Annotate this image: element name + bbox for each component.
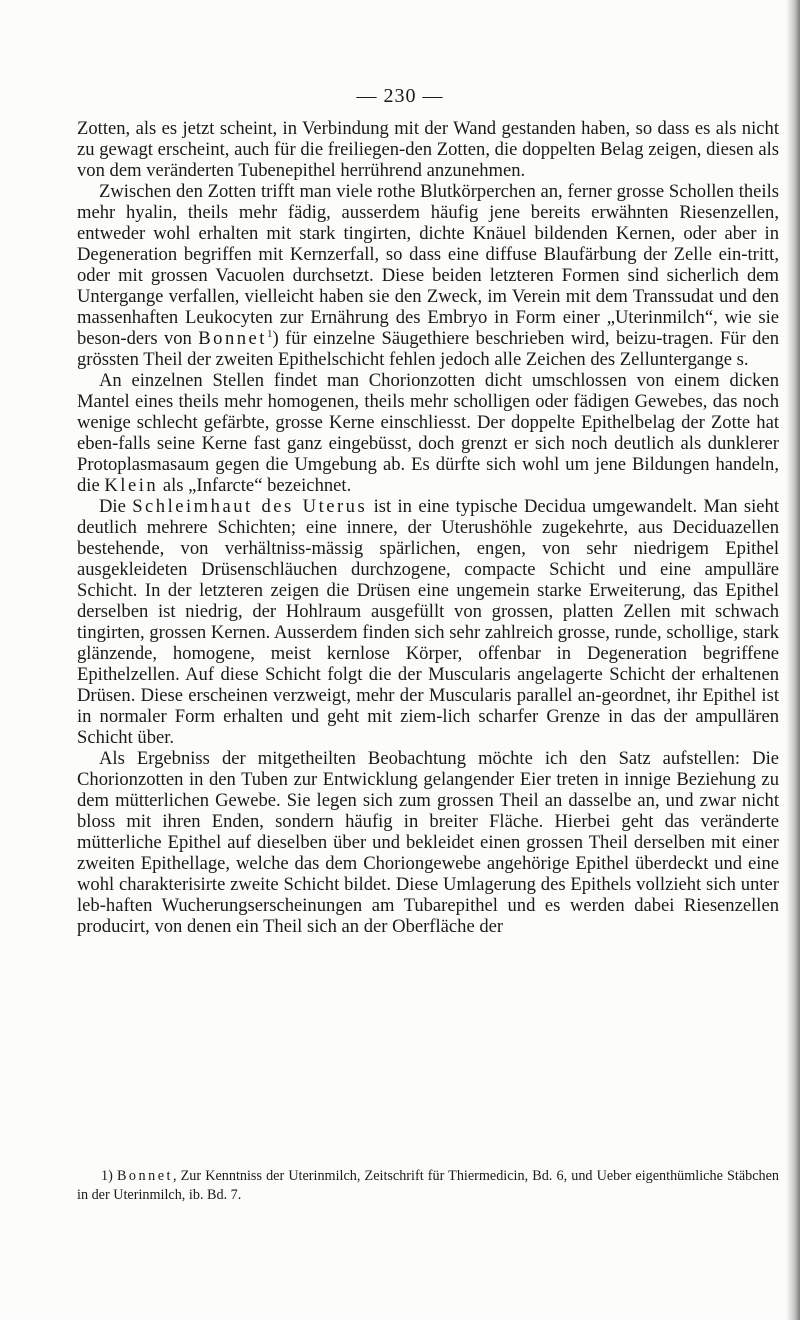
paragraph (77, 496, 779, 748)
footnote-marker: 1) (101, 1168, 113, 1184)
footnote-author: Bonnet (116, 1168, 173, 1184)
paragraph-text: Zotten, als es jetzt scheint, in Verbindung mit der Wand gestanden haben, so dass es als nicht zu gewagt erscheint, auch für die freiliegen-den Zotten, die doppelten Belag zeigen, diesen als von dem veränderten Tubenepithel herrührend anzunehmen. (77, 118, 779, 181)
body-text (77, 118, 779, 937)
paragraph-text: ist in eine typische Decidua umgewandelt. Man sieht deutlich mehrere Schichten; eine innere, der Uterushöhle zugekehrte, aus Deciduazellen bestehende, von verhältniss-mässig spärlichen, engen, von sehr niedrigem Epithel ausgekleideten Drüsenschläuchen durchzogene, compacte Schicht und eine ampulläre Schicht. In der letzteren zeigen die Drüsen eine ungemein starke Erweiterung, das Epithel derselben ist niedrig, der Hohlraum ausgefüllt von grossen, platten Zellen mit schwach tingirten, grossen Kernen. Ausserdem finden sich sehr zahlreich grosse, runde, schollige, stark glänzende, homogene, meist kernlose Körper, offenbar in Degeneration begriffene Epithelzellen. Auf diese Schicht folgt die der Muscularis angelagerte Schicht der erhaltenen Drüsen. Diese erscheinen verzweigt, mehr der Muscularis parallel an-geordnet, ihr Epithel ist in normaler Form erhalten und geht mit ziem-lich scharfer Grenze in das der ampullären Schicht über. (77, 496, 779, 748)
paragraph-text: Als Ergebniss der mitgetheilten Beobachtung möchte ich den Satz aufstellen: Die Chorionzotten in den Tuben zur Entwicklung gelangender Eier treten in innige Beziehung zu dem mütterlichen Gewebe. Sie legen sich zum grossen Theil an dasselbe an, und zwar nicht bloss mit ihren Enden, sondern häufig in breiter Fläche. Hierbei geht das veränderte mütterliche Epithel auf dieselben über und bekleidet einen grossen Theil derselben mit einer zweiten Epithellage, welche das dem Choriongewebe angehörige Epithel überdeckt und eine wohl charakterisirte zweite Schicht bildet. Diese Umlagerung des Epithels vollzieht sich unter leb-haften Wucherungserscheinungen am Tubarepithel und es werden dabei Riesenzellen producirt, von denen ein Theil sich an der Oberfläche der (77, 748, 779, 937)
footnote-text: , Zur Kenntniss der Uterinmilch, Zeitschrift für Thiermedicin, Bd. 6, und Ueber eigenthümliche Stäbchen in der Uterinmilch, ib. Bd. 7. (77, 1168, 779, 1203)
paragraph-text: An einzelnen Stellen findet man Chorionzotten dicht umschlossen von einem dicken Mantel eines theils mehr homogenen, theils mehr scholligen oder fädigen Gewebes, das noch wenige schlecht gefärbte, grosse Kerne einschliesst. Der doppelte Epithelbelag der Zotte hat eben-falls seine Kerne fast ganz eingebüsst, doch grenzt er sich noch deutlich als dunklerer Protoplasmasaum gegen die Umgebung ab. Es dürfte sich wohl um jene Bildungen handeln, die (77, 370, 779, 496)
author-name: Bonnet (198, 328, 267, 349)
paragraph-text: als „Infarcte“ bezeichnet. (158, 475, 352, 496)
author-name: Klein (104, 475, 159, 496)
paragraph (77, 370, 779, 496)
footnote (77, 1167, 779, 1205)
paragraph-text: Zwischen den Zotten trifft man viele rothe Blutkörperchen an, ferner grosse Schollen theils mehr hyalin, theils mehr fädig, ausserdem häufig jene bereits erwähnten Riesenzellen, entweder wohl erhalten mit stark tingirten, dichte Knäuel bildenden Kernen, oder aber in Degeneration begriffen mit Kernzerfall, so dass eine diffuse Blaufärbung der Zelle ein-tritt, oder mit grossen Vacuolen durchsetzt. Diese beiden letzteren Formen sind sicherlich dem Untergange verfallen, vielleicht haben sie den Zweck, im Verein mit dem Transsudat und den massenhaften Leukocyten zur Ernährung des Embryo in Form einer „Uterinmilch“, wie sie beson-ders von (77, 181, 779, 349)
paragraph (77, 118, 779, 181)
page-edge-shadow (786, 0, 800, 1320)
paragraph (77, 181, 779, 370)
paragraph (77, 748, 779, 937)
paragraph-text: ) für einzelne Säugethiere beschrieben wird, beizu-tragen. Für den grössten Theil der zweiten Epithelschicht fehlen jedoch alle Zeichen des Zelluntergange s. (77, 328, 779, 370)
emphasized-term: Schleimhaut des Uterus (132, 496, 368, 517)
paragraph-text: Die (99, 496, 133, 517)
page-number: — 230 — (356, 85, 444, 107)
footnote-ref: 1 (266, 327, 273, 340)
